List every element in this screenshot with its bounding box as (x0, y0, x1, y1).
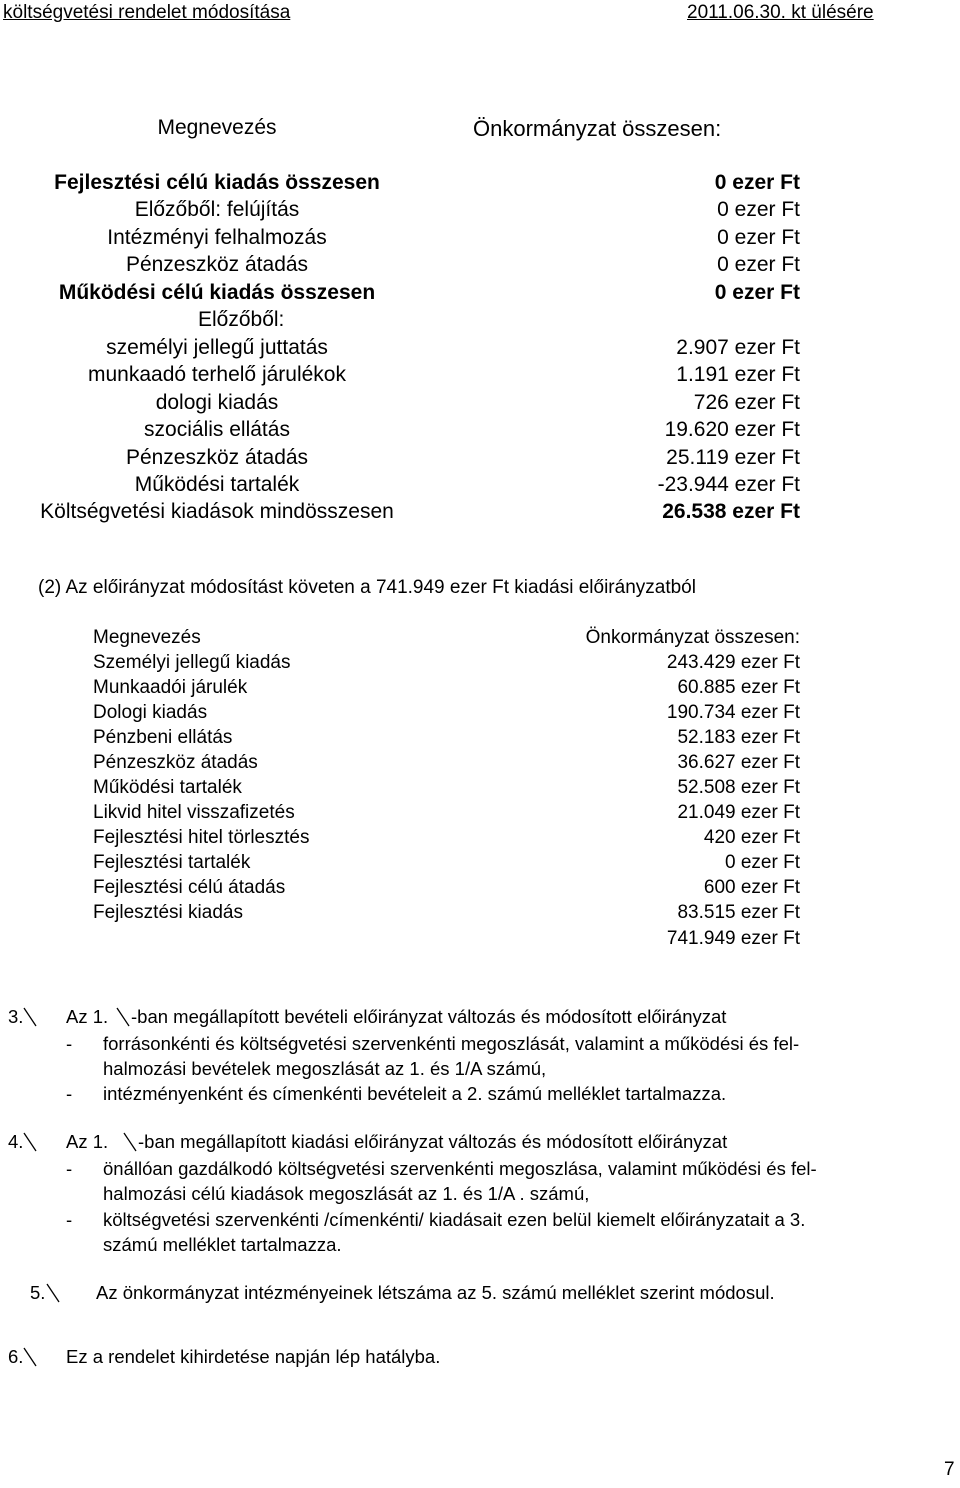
table2-row-label: Személyi jellegű kiadás (93, 652, 291, 673)
table2-row-value: 83.515 ezer Ft (677, 902, 800, 923)
table2-row-label: Pénzeszköz átadás (93, 752, 258, 773)
bullet-text: halmozási célú kiadások megoszlását az 1. és 1/A . számú, (103, 1183, 590, 1204)
paragraph-number: 3. (8, 1006, 24, 1027)
section2-intro: (2) Az előirányzat módosítást követen a 741.949 ezer Ft kiadási előirányzatból (38, 577, 696, 598)
table2-row-value: 60.885 ezer Ft (677, 677, 800, 698)
table2-row-label: Fejlesztési célú átadás (93, 877, 286, 898)
table2-row-value: 36.627 ezer Ft (677, 752, 800, 773)
bullet-text: költségvetési szervenkénti /címenkénti/ kiadásait ezen belül kiemelt előirányzatait a 3. (103, 1209, 806, 1230)
bullet-text: számú melléklet tartalmazza. (103, 1234, 342, 1255)
paragraph-text: Az önkormányzat intézményeinek létszáma az 5. számú melléklet szerint módosul. (96, 1282, 775, 1303)
bullet-text: önállóan gazdálkodó költségvetési szervenkénti megoszlása, valamint működési és fel- (103, 1158, 817, 1179)
table1-row-value: -23.944 ezer Ft (657, 473, 800, 496)
bullet-dash: - (66, 1158, 73, 1179)
table1-row-value: 0 ezer Ft (717, 226, 800, 249)
table1-col-total: Önkormányzat összesen: (473, 116, 722, 141)
table2-total: 741.949 ezer Ft (666, 928, 800, 949)
page-number: 7 (944, 1459, 955, 1480)
table1-row-value: 0 ezer Ft (717, 198, 800, 221)
table1-row-value: 2.907 ezer Ft (676, 336, 800, 359)
table1-row-label: Működési tartalék (134, 473, 300, 496)
paragraph-lead: Az 1. (66, 1131, 109, 1152)
bullet-text: intézményenként és címenkénti bevételeit a 2. számú melléklet tartalmazza. (103, 1083, 727, 1104)
paragraph-text: -ban megállapított kiadási előirányzat változás és módosított előirányzat (138, 1131, 728, 1152)
header-date: 2011.06.30. kt ülésére (687, 2, 874, 23)
section-mark-icon (44, 1282, 62, 1304)
table1-row-value: 0 ezer Ft (714, 171, 800, 194)
table2-row-value: 21.049 ezer Ft (677, 802, 800, 823)
table1-row-value: 726 ezer Ft (693, 391, 800, 414)
table2-row-label: Fejlesztési hitel törlesztés (93, 827, 310, 848)
table2-row-value: 52.183 ezer Ft (677, 727, 800, 748)
table2-row-value: 600 ezer Ft (703, 877, 800, 898)
bullet-text: forrásonkénti és költségvetési szervenkénti megoszlását, valamint a működési és fel- (103, 1033, 800, 1054)
table1-row-label: munkaadó terhelő járulékok (88, 363, 346, 386)
bullet-dash: - (66, 1033, 73, 1054)
table2-row-label: Fejlesztési tartalék (93, 852, 251, 873)
section-mark-icon (121, 1131, 139, 1153)
paragraph-number: 6. (8, 1346, 24, 1367)
table1-row-label: szociális ellátás (144, 418, 290, 441)
table2-row-label: Működési tartalék (93, 777, 242, 798)
bullet-text: halmozási bevételek megoszlását az 1. és 1/A számú, (103, 1058, 547, 1079)
table2-row-label: Likvid hitel visszafizetés (93, 802, 295, 823)
table1-row-label: Intézményi felhalmozás (107, 226, 327, 249)
header-title: költségvetési rendelet módosítása (3, 2, 291, 23)
table1-row-label: Működési célú kiadás összesen (58, 281, 376, 304)
table1-row-value: 0 ezer Ft (717, 253, 800, 276)
bullet-dash: - (66, 1083, 73, 1104)
table2-row-value: 243.429 ezer Ft (666, 652, 800, 673)
section-mark-icon (21, 1006, 39, 1028)
paragraph-number: 5. (30, 1282, 46, 1303)
table1-col-name: Megnevezés (157, 116, 277, 139)
table1-row-label: dologi kiadás (155, 391, 279, 414)
table1-row-label: Pénzeszköz átadás (125, 253, 309, 276)
table2-row-label: Pénzbeni ellátás (93, 727, 233, 748)
paragraph-number: 4. (8, 1131, 24, 1152)
table1-row-value: 1.191 ezer Ft (676, 363, 800, 386)
table2-row-label: Dologi kiadás (93, 702, 208, 723)
paragraph-lead: Az 1. (66, 1006, 109, 1027)
paragraph-text: Ez a rendelet kihirdetése napján lép hatályba. (66, 1346, 441, 1367)
table2-col-name: Megnevezés (93, 627, 201, 648)
table1-row-label: Fejlesztési célú kiadás összesen (54, 171, 380, 194)
table2-col-total: Önkormányzat összesen: (585, 627, 800, 648)
table2-row-label: Fejlesztési kiadás (93, 902, 243, 923)
table1-row-label: személyi jellegű juttatás (106, 336, 328, 359)
table1-row-label: Pénzeszköz átadás (125, 446, 309, 469)
table2-row-value: 420 ezer Ft (703, 827, 800, 848)
table2-row-value: 190.734 ezer Ft (666, 702, 800, 723)
bullet-dash: - (66, 1209, 73, 1230)
table1-row-value: 25.119 ezer Ft (666, 446, 800, 469)
section-mark-icon (21, 1346, 39, 1368)
table1-row-label: Előzőből: (198, 308, 285, 331)
table1-row-value: 26.538 ezer Ft (662, 500, 800, 523)
table1-row-label: Előzőből: felújítás (134, 198, 300, 221)
table1-row-value: 0 ezer Ft (714, 281, 800, 304)
table2-row-value: 0 ezer Ft (725, 852, 800, 873)
section-mark-icon (21, 1131, 39, 1153)
section-mark-icon (114, 1006, 132, 1028)
table2-row-label: Munkaadói járulék (93, 677, 248, 698)
table2-row-value: 52.508 ezer Ft (677, 777, 800, 798)
table1-row-label: Költségvetési kiadások mindösszesen (40, 500, 394, 523)
table1-row-value: 19.620 ezer Ft (664, 418, 800, 441)
paragraph-text: -ban megállapított bevételi előirányzat változás és módosított előirányzat (131, 1006, 727, 1027)
